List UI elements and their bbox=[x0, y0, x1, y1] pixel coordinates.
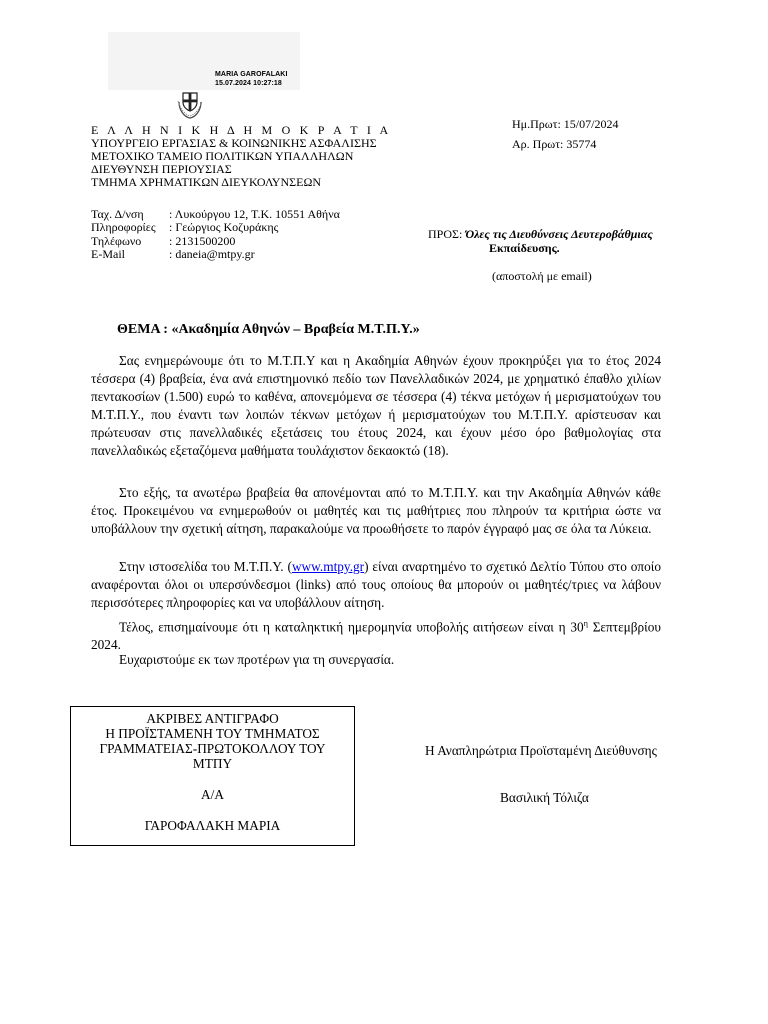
p3-text-after: ) είναι αναρτημένο το σχετικό Δελτίο Τύπου στο οποίο αναφέρονται όλοι οι υπερσύνδεσμοι (links) από τους οποίους θα μπορούν οι μαθητές/τριες να λάβουν περισσότερες πληροφορίες και να υποβάλλουν αίτηση. bbox=[91, 559, 661, 610]
p4-text-before: Τέλος, επισημαίνουμε ότι η καταληκτική ημερομηνία υποβολής αιτήσεων είναι η 30 bbox=[119, 619, 584, 635]
body-paragraph-1: Σας ενημερώνουμε ότι το Μ.Τ.Π.Υ και η Ακαδημία Αθηνών έχουν προκηρύξει για το έτος 2024 τέσσερα (4) βραβεία, ένα ανά επιστημονικό πεδίο των Πανελλαδικών 2024, με χρηματικό έπαθλο χιλίων πεντακοσίων (1.500) ευρώ το καθένα, απονεμόμενα σε τέσσερα (4) τέκνα μετόχων ή μερισματούχων του Μ.Τ.Π.Υ., που έναντι των λοιπών τέκνων μετόχων ή μερισματούχων του Μ.Τ.Π.Υ. αρίστευσαν και πρώτευσαν στις πανελλαδικές εξετάσεις του έτους 2024, και έχουν μέσο όρο βαθμολογίας στα πανελλαδικώς εξεταζόμενα μαθήματα τουλάχιστον δεκαοκτώ (18). bbox=[91, 353, 661, 458]
signature-name: MARIA GAROFALAKI bbox=[215, 71, 288, 78]
address-label: Ταχ. Δ/νση bbox=[91, 207, 144, 221]
thanks-line: Ευχαριστούμε εκ των προτέρων για τη συνεργασία. bbox=[119, 652, 395, 667]
signature-datetime: 15.07.2024 10:27:18 bbox=[215, 80, 282, 87]
mtpy-website-link[interactable]: www.mtpy.gr bbox=[291, 559, 365, 574]
email-value: : daneia@mtpy.gr bbox=[169, 247, 255, 261]
recipient-line2: Εκπαίδευσης. bbox=[489, 241, 560, 255]
subject: ΘΕΜΑ : «Ακαδημία Αθηνών – Βραβεία Μ.Τ.Π.Υ.» bbox=[117, 322, 420, 337]
copy-name: ΓΑΡΟΦΑΛΑΚΗ ΜΑΡΙΑ bbox=[144, 818, 281, 833]
copy-line-1: ΑΚΡΙΒΕΣ ΑΝΤΙΓΡΑΦΟ bbox=[146, 711, 279, 726]
p4-superscript: η bbox=[583, 619, 588, 628]
address-value: : Λυκούργου 12, Τ.Κ. 10551 Αθήνα bbox=[169, 207, 340, 221]
body-paragraph-2: Στο εξής, τα ανωτέρω βραβεία θα απονέμονται από το Μ.Τ.Π.Υ. και την Ακαδημία Αθηνών κάθε έτος. Προκειμένου να ενημερωθούν οι μαθητές και τις μαθήτριες που πληρούν τα κριτήρια ώστε να υποβάλλουν την σχετική αίτηση, παρακαλούμε να προωθήσετε το παρόν έγγραφό μας σε όλα τα Λύκεια. bbox=[91, 485, 661, 536]
p4-text-after: Σεπτεμβρίου 2024. bbox=[91, 619, 661, 653]
recipient-via: (αποστολή με email) bbox=[492, 269, 592, 283]
greek-emblem-icon bbox=[175, 88, 205, 120]
phone-label: Τηλέφωνο bbox=[91, 234, 142, 248]
header-directorate: ΔΙΕΥΘΥΝΣΗ ΠΕΡΙΟΥΣΙΑΣ bbox=[91, 162, 232, 176]
body-paragraph-3 bbox=[91, 558, 661, 612]
recipient-line1: Όλες τις Διευθύνσεις Δευτεροβάθμιας bbox=[465, 227, 653, 241]
phone-value: : 2131500200 bbox=[169, 234, 236, 248]
protocol-number: Αρ. Πρωτ: 35774 bbox=[512, 137, 597, 151]
header-republic: Ε Λ Λ Η Ν Ι Κ Η Δ Η Μ Ο Κ Ρ Α Τ Ι Α bbox=[91, 123, 392, 137]
header-fund: ΜΕΤΟΧΙΚΟ ΤΑΜΕΙΟ ΠΟΛΙΤΙΚΩΝ ΥΠΑΛΛΗΛΩΝ bbox=[91, 149, 354, 163]
email-label: E-Mail bbox=[91, 247, 125, 261]
p3-text-before: Στην ιστοσελίδα του Μ.Τ.Π.Υ. ( bbox=[119, 559, 292, 574]
copy-line-2: Η ΠΡΟΪΣΤΑΜΕΝΗ ΤΟΥ ΤΜΗΜΑΤΟΣ bbox=[105, 726, 320, 741]
recipient-block bbox=[428, 227, 718, 241]
signatory-name: Βασιλική Τόλιζα bbox=[500, 790, 589, 805]
copy-line-3: ΓΡΑΜΜΑΤΕΙΑΣ-ΠΡΩΤΟΚΟΛΛΟΥ ΤΟΥ bbox=[99, 741, 326, 756]
info-value: : Γεώργιος Κοζυράκης bbox=[169, 220, 279, 234]
info-label: Πληροφορίες bbox=[91, 220, 156, 234]
protocol-date: Ημ.Πρωτ: 15/07/2024 bbox=[512, 117, 619, 131]
certified-copy-box bbox=[70, 706, 355, 846]
copy-line-4: ΜΤΠΥ bbox=[192, 756, 233, 771]
signatory-title: Η Αναπληρώτρια Προϊσταμένη Διεύθυνσης bbox=[425, 743, 657, 758]
body-paragraph-4 bbox=[91, 615, 661, 654]
header-department: ΤΜΗΜΑ ΧΡΗΜΑΤΙΚΩΝ ΔΙΕΥΚΟΛΥΝΣΕΩΝ bbox=[91, 175, 322, 189]
header-ministry: ΥΠΟΥΡΓΕΙΟ ΕΡΓΑΣΙΑΣ & ΚΟΙΝΩΝΙΚΗΣ ΑΣΦΑΛΙΣΗΣ bbox=[91, 136, 377, 150]
recipient-label: ΠΡΟΣ: bbox=[428, 227, 463, 241]
copy-aa: Α/Α bbox=[201, 787, 224, 802]
